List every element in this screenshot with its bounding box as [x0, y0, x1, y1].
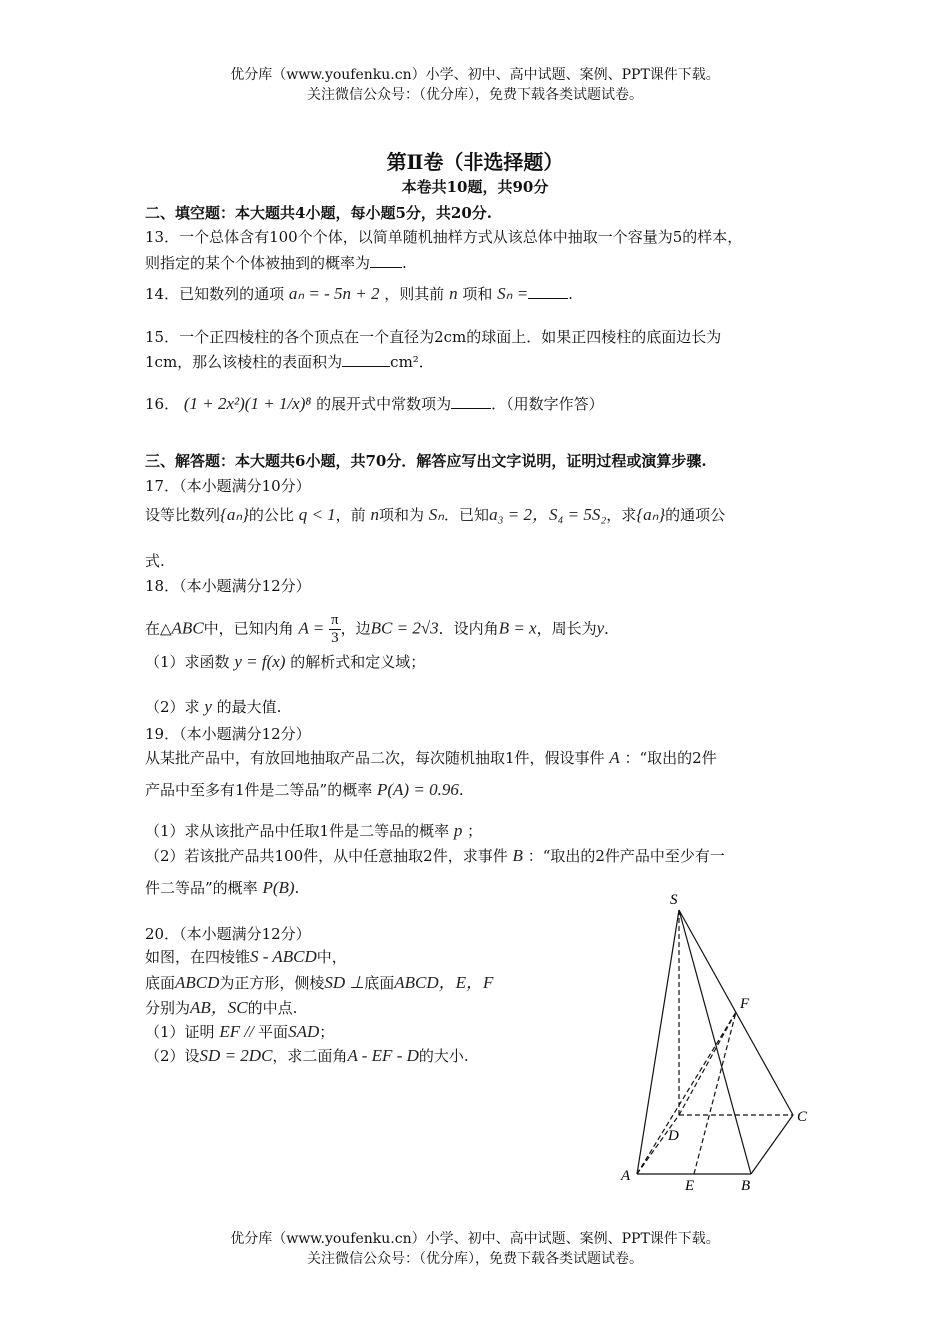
section3-heading: 三、解答题：本大题共6小题，共70分．解答应写出文字说明，证明过程或演算步骤. — [145, 452, 707, 470]
q17-line2: 式. — [145, 552, 165, 570]
header-line-1: 优分库（www.youfenku.cn）小学、初中、高中试题、案例、PPT课件下载。 — [230, 67, 720, 83]
q19-prob-a: P(A) = 0.96 — [377, 780, 459, 799]
q20-base: ABCD — [175, 973, 220, 992]
q14-line: 14．已知数列的通项 aₙ = - 5n + 2 ，则其前 n 项和 Sₙ = . — [145, 284, 573, 303]
q20-part2 — [145, 1046, 469, 1066]
q19-p2-text-d: . — [294, 879, 300, 897]
q18-bx: B = x — [498, 618, 537, 638]
q16-text: 的展开式中常数项为 — [316, 395, 452, 413]
q20-p1-text-c: ； — [319, 1023, 335, 1041]
label-e: E — [685, 1178, 695, 1194]
q17-q: q < 1 — [298, 505, 336, 524]
q18-angle-a: A = — [298, 618, 325, 638]
q19-part2-line2 — [145, 878, 299, 898]
q18-p2-y: y — [204, 697, 212, 716]
q18-text-a: 在△ — [145, 619, 172, 638]
q18-p2-text-a: （2）求 — [145, 698, 200, 716]
answer-blank — [370, 253, 402, 268]
q20-sd2dc: SD = 2DC — [199, 1046, 273, 1065]
q18-p1-function: y = f(x) — [234, 652, 286, 671]
q17-line1 — [145, 505, 725, 525]
q14-formula: aₙ = - 5n + 2 — [288, 284, 380, 303]
footer-line-1: 优分库（www.youfenku.cn）小学、初中、高中试题、案例、PPT课件下载。 — [230, 1231, 720, 1247]
q18-p1-text-a: （1）求函数 — [145, 653, 230, 671]
q19-text-b: ：“取出的2件 — [624, 749, 717, 767]
edge-ef — [694, 1012, 736, 1174]
q20-text-g: 的中点. — [247, 999, 298, 1017]
q18-p1-text-b: 的解析式和定义域； — [290, 653, 426, 671]
q20-sad: SAD — [288, 1022, 320, 1041]
q15-text-a: 1cm，那么该棱柱的表面积为 — [145, 353, 343, 371]
q17-text-a: 设等比数列 — [145, 506, 221, 524]
q18-part2 — [145, 697, 281, 717]
q19-text-c: 产品中至多有1件是二等品”的概率 — [145, 781, 373, 799]
q14-sn: Sₙ = — [497, 284, 529, 303]
q15-text-b: cm²． — [390, 353, 434, 371]
q20-p1-text-a: （1）证明 — [145, 1023, 215, 1041]
edge-af — [637, 1012, 736, 1174]
q18-numerator: π — [331, 612, 339, 628]
edge-ad — [637, 1115, 679, 1174]
q19-title: 19．（本小题满分12分） — [145, 725, 311, 743]
q20-part1 — [145, 1022, 334, 1042]
q20-p1-text-b: 平面 — [258, 1023, 289, 1041]
q19-part1 — [145, 821, 482, 841]
label-s: S — [670, 892, 678, 908]
edge-bc — [751, 1115, 793, 1174]
q20-line3 — [145, 998, 297, 1018]
q20-line1 — [145, 947, 347, 967]
q20-p2-text-b: ，求二面角 — [272, 1047, 348, 1065]
q17-seq2: {aₙ} — [636, 505, 666, 524]
answer-blank — [528, 288, 568, 299]
q19-p1-text-a: （1）求从该批产品中任取1件是二等品的概率 — [145, 822, 450, 840]
q20-text-c: 底面 — [145, 974, 176, 992]
q17-condition: a₃ = 2，S₄ = 5S₂ — [489, 505, 607, 524]
q18-denominator: 3 — [331, 630, 339, 646]
q19-p2-text-c: 件二等品”的概率 — [145, 879, 258, 897]
q18-y: y — [596, 618, 605, 638]
q18-p2-text-b: 的最大值. — [216, 698, 282, 716]
q20-dihedral: A - EF - D — [347, 1046, 419, 1065]
q18-text-c: ，边 — [340, 619, 371, 638]
pyramid-figure — [600, 880, 830, 1200]
q20-pyramid: S - ABCD — [250, 947, 317, 966]
edge-sb — [679, 910, 751, 1174]
q20-text-a: 如图，在四棱锥 — [145, 948, 251, 966]
q19-event-a: A — [609, 748, 620, 767]
q20-absc: AB，SC — [190, 998, 248, 1017]
q14-n: n — [449, 284, 458, 303]
q20-p2-text-c: 的大小. — [418, 1047, 469, 1065]
part-subtitle: 本卷共10题，共90分 — [401, 178, 549, 196]
q16-tail: ．（用数字作答） — [491, 395, 604, 413]
q18-text-f: ． — [604, 619, 620, 638]
answer-blank — [451, 394, 491, 409]
q19-p: p — [453, 821, 463, 840]
q15-line2 — [145, 352, 434, 372]
q20-base-ef: ABCD，E，F — [394, 973, 494, 992]
footer-line-2: 关注微信公众号：（优分库），免费下载各类试题试卷。 — [307, 1251, 643, 1267]
label-b: B — [741, 1178, 751, 1194]
q16-line — [145, 394, 604, 414]
q13-line2: 则指定的某个个体被抽到的概率为 . — [145, 254, 407, 272]
q13-text: 则指定的某个个体被抽到的概率为 — [145, 254, 371, 272]
q17-text-b: 的公比 — [248, 506, 294, 524]
q20-ef: EF // — [219, 1022, 259, 1041]
q20-line2 — [145, 973, 493, 993]
q19-p2-text-b: ：“取出的2件产品中至少有一 — [527, 847, 725, 865]
header-line-2: 关注微信公众号：（优分库），免费下载各类试题试卷。 — [307, 87, 643, 103]
q14-text-b: ，则其前 — [384, 285, 445, 303]
label-f: F — [740, 996, 750, 1012]
q20-title: 20．（本小题满分12分） — [145, 925, 311, 943]
q20-sd: SD ⊥ — [324, 973, 365, 992]
q17-text-f: ，求 — [606, 506, 637, 524]
q17-sn: Sₙ — [428, 505, 445, 524]
q17-text-d: 项和为 — [378, 506, 424, 524]
q18-text-d: ．设内角 — [438, 619, 499, 638]
q19-p2-text-a: （2）若该批产品共100件，从中任意抽取2件，求事件 — [145, 847, 508, 865]
q18-fraction — [329, 612, 341, 647]
q19-p1-text-b: ； — [467, 822, 483, 840]
q14-text-a: 14．已知数列的通项 — [145, 285, 285, 303]
q18-title: 18．（本小题满分12分） — [145, 577, 311, 595]
q17-title: 17．（本小题满分10分） — [145, 477, 311, 495]
q20-text-b: 中， — [316, 948, 347, 966]
q19-prob-b: P(B) — [262, 878, 295, 897]
q19-text-a: 从某批产品中，有放回地抽取产品二次，每次随机抽取1件，假设事件 — [145, 749, 605, 767]
q13-line1: 13．一个总体含有100个个体，以简单随机抽样方式从该总体中抽取一个容量为5的样本， — [145, 228, 743, 246]
q16-number: 16． — [145, 395, 180, 413]
q18-line1 — [145, 612, 619, 647]
label-d: D — [668, 1128, 679, 1144]
q19-event-b: B — [512, 846, 523, 865]
section2-heading: 二、填空题：本大题共4小题，每小题5分，共20分. — [145, 204, 492, 222]
answer-blank — [342, 352, 390, 367]
q18-text-b: 中，已知内角 — [203, 619, 294, 638]
q18-abc: ABC — [171, 618, 204, 638]
q19-line1 — [145, 748, 717, 768]
q17-text-c: ，前 — [335, 506, 366, 524]
q15-line1: 15．一个正四棱柱的各个顶点在一个直径为2cm的球面上．如果正四棱柱的底面边长为 — [145, 328, 722, 346]
label-c: C — [797, 1109, 808, 1125]
q20-text-d: 为正方形，侧棱 — [219, 974, 325, 992]
q18-part1 — [145, 652, 425, 672]
q19-text-d: . — [458, 781, 464, 799]
q18-bc: BC = 2√3 — [370, 618, 439, 638]
q19-part2 — [145, 846, 725, 866]
q20-text-f: 分别为 — [145, 999, 191, 1017]
q19-line2 — [145, 780, 464, 800]
q17-text-e: ．已知 — [444, 506, 490, 524]
q17-text-g: 的通项公 — [665, 506, 726, 524]
q20-p2-text-a: （2）设 — [145, 1047, 200, 1065]
q16-expression: (1 + 2x²)(1 + 1/x)⁸ — [183, 394, 312, 413]
q17-seq: {aₙ} — [220, 505, 249, 524]
edge-df — [679, 1012, 736, 1115]
part-title: 第Ⅱ卷（非选择题） — [386, 150, 564, 174]
q20-text-e: 底面 — [364, 974, 395, 992]
q14-text-c: 项和 — [462, 285, 493, 303]
q18-text-e: ，周长为 — [536, 619, 597, 638]
label-a: A — [621, 1168, 631, 1184]
q17-n: n — [370, 505, 379, 524]
